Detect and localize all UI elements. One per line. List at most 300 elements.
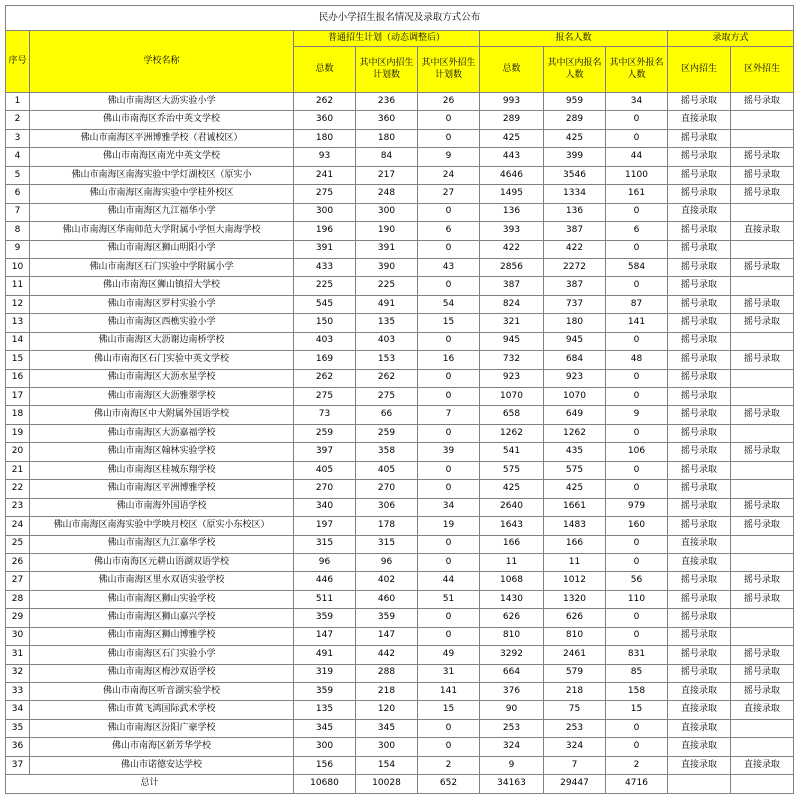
table-row — [6, 627, 794, 645]
admission-out — [731, 332, 794, 350]
applicants-out: 0 — [606, 535, 668, 553]
plan-out: 0 — [418, 719, 480, 737]
plan-in: 391 — [356, 240, 418, 258]
admission-in: 摇号录取 — [668, 222, 731, 240]
admission-in: 摇号录取 — [668, 572, 731, 590]
applicants-out: 0 — [606, 424, 668, 442]
admission-in: 摇号录取 — [668, 406, 731, 424]
school-name: 佛山市南海区里水双语实验学校 — [30, 572, 294, 590]
plan-out: 141 — [418, 683, 480, 701]
admission-in: 摇号录取 — [668, 295, 731, 313]
plan-total: 93 — [294, 148, 356, 166]
admission-out: 摇号录取 — [731, 93, 794, 111]
plan-total: 73 — [294, 406, 356, 424]
plan-total: 259 — [294, 424, 356, 442]
row-seq: 1 — [6, 93, 30, 111]
applicants-out: 110 — [606, 590, 668, 608]
admission-in: 直接录取 — [668, 203, 731, 221]
plan-out: 0 — [418, 240, 480, 258]
plan-total: 345 — [294, 719, 356, 737]
row-seq: 35 — [6, 719, 30, 737]
school-name: 佛山市南海区狮山嘉兴学校 — [30, 609, 294, 627]
applicants-in: 422 — [544, 240, 606, 258]
applicants-in: 945 — [544, 332, 606, 350]
applicants-in: 2461 — [544, 646, 606, 664]
row-seq: 36 — [6, 738, 30, 756]
admission-in: 摇号录取 — [668, 148, 731, 166]
school-name: 佛山市南海区大沥水星学校 — [30, 369, 294, 387]
plan-in: 491 — [356, 295, 418, 313]
school-name: 佛山市南海区新芳华学校 — [30, 738, 294, 756]
admission-in: 摇号录取 — [668, 424, 731, 442]
plan-total: 150 — [294, 314, 356, 332]
row-seq: 14 — [6, 332, 30, 350]
applicants-out: 0 — [606, 609, 668, 627]
row-seq: 8 — [6, 222, 30, 240]
row-seq: 26 — [6, 553, 30, 571]
admission-in: 摇号录取 — [668, 517, 731, 535]
header-applicants-out: 其中区外报名人数 — [606, 47, 668, 93]
applicants-total: 422 — [480, 240, 544, 258]
plan-total: 300 — [294, 203, 356, 221]
school-name: 佛山市南海区南海实验中学映月校区（原实小东校区） — [30, 517, 294, 535]
admission-out — [731, 388, 794, 406]
applicants-out: 831 — [606, 646, 668, 664]
plan-in: 306 — [356, 498, 418, 516]
applicants-total: 1070 — [480, 388, 544, 406]
table-row — [6, 185, 794, 203]
applicants-out: 0 — [606, 277, 668, 295]
applicants-in: 1661 — [544, 498, 606, 516]
plan-out: 7 — [418, 406, 480, 424]
table-row — [6, 424, 794, 442]
applicants-in: 387 — [544, 277, 606, 295]
plan-out: 54 — [418, 295, 480, 313]
plan-total: 275 — [294, 185, 356, 203]
school-name: 佛山市南海区梅沙双语学校 — [30, 664, 294, 682]
table-row — [6, 535, 794, 553]
row-seq: 25 — [6, 535, 30, 553]
header-applicants-group: 报名人数 — [480, 31, 668, 47]
applicants-total: 658 — [480, 406, 544, 424]
table-row — [6, 443, 794, 461]
table-row — [6, 388, 794, 406]
header-plan-in: 其中区内招生计划数 — [356, 47, 418, 93]
applicants-in: 253 — [544, 719, 606, 737]
row-seq: 23 — [6, 498, 30, 516]
applicants-out: 0 — [606, 719, 668, 737]
applicants-total: 11 — [480, 553, 544, 571]
applicants-total: 166 — [480, 535, 544, 553]
row-seq: 7 — [6, 203, 30, 221]
applicants-total: 2856 — [480, 258, 544, 276]
admission-out: 直接录取 — [731, 701, 794, 719]
table-row — [6, 369, 794, 387]
school-name: 佛山市南海区石门实验中学附属小学 — [30, 258, 294, 276]
plan-out: 44 — [418, 572, 480, 590]
table-row — [6, 461, 794, 479]
table-row — [6, 93, 794, 111]
applicants-total: 136 — [480, 203, 544, 221]
row-seq: 12 — [6, 295, 30, 313]
applicants-in: 324 — [544, 738, 606, 756]
admission-out: 摇号录取 — [731, 443, 794, 461]
admission-out — [731, 111, 794, 129]
plan-out: 0 — [418, 332, 480, 350]
applicants-out: 0 — [606, 480, 668, 498]
plan-out: 0 — [418, 480, 480, 498]
row-seq: 30 — [6, 627, 30, 645]
admission-in: 直接录取 — [668, 553, 731, 571]
plan-out: 0 — [418, 388, 480, 406]
applicants-in: 218 — [544, 683, 606, 701]
admission-out: 摇号录取 — [731, 258, 794, 276]
table-row — [6, 683, 794, 701]
applicants-in: 435 — [544, 443, 606, 461]
row-seq: 11 — [6, 277, 30, 295]
row-seq: 16 — [6, 369, 30, 387]
table-row — [6, 738, 794, 756]
plan-out: 0 — [418, 129, 480, 147]
applicants-out: 15 — [606, 701, 668, 719]
plan-total: 545 — [294, 295, 356, 313]
applicants-in: 1012 — [544, 572, 606, 590]
admission-out: 直接录取 — [731, 222, 794, 240]
applicants-out: 56 — [606, 572, 668, 590]
row-seq: 6 — [6, 185, 30, 203]
plan-total: 262 — [294, 369, 356, 387]
table-row — [6, 553, 794, 571]
applicants-total: 1068 — [480, 572, 544, 590]
applicants-in: 399 — [544, 148, 606, 166]
table-row — [6, 646, 794, 664]
header-admission-out: 区外招生 — [731, 47, 794, 93]
plan-total: 270 — [294, 480, 356, 498]
plan-in: 147 — [356, 627, 418, 645]
plan-in: 359 — [356, 609, 418, 627]
admission-in: 直接录取 — [668, 111, 731, 129]
applicants-in: 11 — [544, 553, 606, 571]
header-plan-group: 普通招生计划（动态调整后） — [294, 31, 480, 47]
school-name: 佛山市南海区九江福华小学 — [30, 203, 294, 221]
plan-out: 0 — [418, 609, 480, 627]
table-row — [6, 277, 794, 295]
plan-in: 66 — [356, 406, 418, 424]
applicants-total: 824 — [480, 295, 544, 313]
plan-out: 31 — [418, 664, 480, 682]
row-seq: 3 — [6, 129, 30, 147]
applicants-total: 945 — [480, 332, 544, 350]
applicants-in: 1334 — [544, 185, 606, 203]
admission-out: 摇号录取 — [731, 314, 794, 332]
admission-out — [731, 277, 794, 295]
table-row — [6, 701, 794, 719]
school-name: 佛山市南海区乔治中英文学校 — [30, 111, 294, 129]
header-admission-group: 录取方式 — [668, 31, 794, 47]
applicants-out: 0 — [606, 129, 668, 147]
school-name: 佛山市南海区听音湖实验学校 — [30, 683, 294, 701]
applicants-in: 579 — [544, 664, 606, 682]
row-seq: 10 — [6, 258, 30, 276]
plan-in: 217 — [356, 166, 418, 184]
applicants-in: 626 — [544, 609, 606, 627]
table-row — [6, 295, 794, 313]
totals-applicants-out: 4716 — [606, 775, 668, 794]
header-plan-total: 总数 — [294, 47, 356, 93]
school-name: 佛山市诺德安达学校 — [30, 756, 294, 774]
plan-out: 9 — [418, 148, 480, 166]
plan-in: 360 — [356, 111, 418, 129]
plan-total: 197 — [294, 517, 356, 535]
applicants-total: 1262 — [480, 424, 544, 442]
plan-total: 433 — [294, 258, 356, 276]
table-row — [6, 166, 794, 184]
row-seq: 24 — [6, 517, 30, 535]
header-school-name: 学校名称 — [30, 31, 294, 93]
plan-in: 218 — [356, 683, 418, 701]
applicants-in: 387 — [544, 222, 606, 240]
admission-out — [731, 240, 794, 258]
applicants-total: 4646 — [480, 166, 544, 184]
row-seq: 21 — [6, 461, 30, 479]
admission-out: 直接录取 — [731, 756, 794, 774]
applicants-total: 3292 — [480, 646, 544, 664]
plan-total: 359 — [294, 609, 356, 627]
applicants-total: 575 — [480, 461, 544, 479]
applicants-in: 684 — [544, 351, 606, 369]
school-name: 佛山市南海区西樵实验小学 — [30, 314, 294, 332]
admission-out: 摇号录取 — [731, 166, 794, 184]
plan-in: 270 — [356, 480, 418, 498]
plan-in: 275 — [356, 388, 418, 406]
admission-in: 摇号录取 — [668, 185, 731, 203]
admission-in: 摇号录取 — [668, 332, 731, 350]
applicants-out: 44 — [606, 148, 668, 166]
table-row — [6, 129, 794, 147]
table-row — [6, 111, 794, 129]
admission-in: 摇号录取 — [668, 314, 731, 332]
header-applicants-total: 总数 — [480, 47, 544, 93]
table-row — [6, 719, 794, 737]
plan-total: 319 — [294, 664, 356, 682]
table-row — [6, 609, 794, 627]
table-row — [6, 406, 794, 424]
plan-in: 154 — [356, 756, 418, 774]
plan-out: 51 — [418, 590, 480, 608]
admission-out: 摇号录取 — [731, 664, 794, 682]
plan-total: 96 — [294, 553, 356, 571]
plan-in: 153 — [356, 351, 418, 369]
table-row — [6, 240, 794, 258]
admission-in: 摇号录取 — [668, 166, 731, 184]
plan-in: 390 — [356, 258, 418, 276]
admission-out: 摇号录取 — [731, 351, 794, 369]
school-name: 佛山市南海区南海实验中学桂外校区 — [30, 185, 294, 203]
plan-total: 225 — [294, 277, 356, 295]
row-seq: 29 — [6, 609, 30, 627]
plan-total: 275 — [294, 388, 356, 406]
applicants-out: 979 — [606, 498, 668, 516]
totals-plan-in: 10028 — [356, 775, 418, 794]
plan-out: 0 — [418, 277, 480, 295]
admission-out — [731, 424, 794, 442]
applicants-out: 9 — [606, 406, 668, 424]
school-name: 佛山市南海区平洲博雅学校（君诚校区） — [30, 129, 294, 147]
admission-out — [731, 480, 794, 498]
school-name: 佛山市南海区九江嘉华学校 — [30, 535, 294, 553]
table-title: 民办小学招生报名情况及录取方式公布 — [6, 6, 794, 31]
school-name: 佛山市南海区桂城东翔学校 — [30, 461, 294, 479]
plan-total: 156 — [294, 756, 356, 774]
plan-out: 15 — [418, 701, 480, 719]
admission-out: 摇号录取 — [731, 683, 794, 701]
plan-out: 19 — [418, 517, 480, 535]
plan-out: 0 — [418, 111, 480, 129]
plan-in: 178 — [356, 517, 418, 535]
school-name: 佛山市南海区汾阳广豪学校 — [30, 719, 294, 737]
applicants-total: 923 — [480, 369, 544, 387]
applicants-out: 87 — [606, 295, 668, 313]
admission-in: 直接录取 — [668, 683, 731, 701]
row-seq: 19 — [6, 424, 30, 442]
applicants-in: 289 — [544, 111, 606, 129]
applicants-total: 1643 — [480, 517, 544, 535]
applicants-out: 0 — [606, 553, 668, 571]
admission-in: 直接录取 — [668, 701, 731, 719]
applicants-in: 1070 — [544, 388, 606, 406]
admission-in: 摇号录取 — [668, 351, 731, 369]
applicants-in: 75 — [544, 701, 606, 719]
plan-in: 405 — [356, 461, 418, 479]
plan-in: 262 — [356, 369, 418, 387]
school-name: 佛山市南海外国语学校 — [30, 498, 294, 516]
table-row — [6, 664, 794, 682]
school-name: 佛山市南海区平洲博雅学校 — [30, 480, 294, 498]
admission-in: 摇号录取 — [668, 369, 731, 387]
applicants-in: 575 — [544, 461, 606, 479]
admission-out — [731, 203, 794, 221]
applicants-total: 253 — [480, 719, 544, 737]
admission-out — [731, 738, 794, 756]
applicants-in: 1483 — [544, 517, 606, 535]
plan-in: 402 — [356, 572, 418, 590]
plan-in: 180 — [356, 129, 418, 147]
header-seq: 序号 — [6, 31, 30, 93]
admission-out — [731, 129, 794, 147]
plan-total: 147 — [294, 627, 356, 645]
admission-table — [5, 5, 794, 794]
admission-out: 摇号录取 — [731, 646, 794, 664]
applicants-total: 1430 — [480, 590, 544, 608]
applicants-out: 34 — [606, 93, 668, 111]
plan-total: 491 — [294, 646, 356, 664]
plan-in: 120 — [356, 701, 418, 719]
admission-out: 摇号录取 — [731, 185, 794, 203]
applicants-out: 0 — [606, 111, 668, 129]
admission-out — [731, 369, 794, 387]
applicants-total: 376 — [480, 683, 544, 701]
admission-in: 摇号录取 — [668, 646, 731, 664]
admission-in: 摇号录取 — [668, 129, 731, 147]
totals-row — [6, 775, 794, 794]
plan-out: 49 — [418, 646, 480, 664]
table-row — [6, 222, 794, 240]
school-name: 佛山市南海区中大附属外国语学校 — [30, 406, 294, 424]
admission-out — [731, 553, 794, 571]
applicants-in: 1320 — [544, 590, 606, 608]
admission-in: 直接录取 — [668, 756, 731, 774]
applicants-out: 0 — [606, 240, 668, 258]
table-row — [6, 480, 794, 498]
applicants-out: 106 — [606, 443, 668, 461]
row-seq: 31 — [6, 646, 30, 664]
plan-out: 26 — [418, 93, 480, 111]
admission-out: 摇号录取 — [731, 498, 794, 516]
plan-in: 300 — [356, 203, 418, 221]
table-row — [6, 572, 794, 590]
plan-total: 135 — [294, 701, 356, 719]
school-name: 佛山市南海区狮山实验学校 — [30, 590, 294, 608]
school-name: 佛山市南海区翰林实验学校 — [30, 443, 294, 461]
school-name: 佛山市南海区石门实验小学 — [30, 646, 294, 664]
admission-in: 摇号录取 — [668, 480, 731, 498]
plan-total: 405 — [294, 461, 356, 479]
admission-in: 摇号录取 — [668, 240, 731, 258]
header-plan-out: 其中区外招生计划数 — [418, 47, 480, 93]
plan-total: 262 — [294, 93, 356, 111]
applicants-out: 48 — [606, 351, 668, 369]
plan-in: 236 — [356, 93, 418, 111]
plan-in: 442 — [356, 646, 418, 664]
applicants-in: 7 — [544, 756, 606, 774]
row-seq: 13 — [6, 314, 30, 332]
applicants-total: 664 — [480, 664, 544, 682]
plan-total: 391 — [294, 240, 356, 258]
applicants-in: 180 — [544, 314, 606, 332]
applicants-out: 161 — [606, 185, 668, 203]
table-row — [6, 351, 794, 369]
plan-out: 0 — [418, 553, 480, 571]
plan-total: 511 — [294, 590, 356, 608]
plan-in: 84 — [356, 148, 418, 166]
plan-in: 248 — [356, 185, 418, 203]
applicants-total: 425 — [480, 480, 544, 498]
applicants-in: 425 — [544, 129, 606, 147]
plan-in: 135 — [356, 314, 418, 332]
plan-out: 2 — [418, 756, 480, 774]
table-row — [6, 332, 794, 350]
applicants-out: 0 — [606, 461, 668, 479]
applicants-out: 0 — [606, 332, 668, 350]
plan-in: 300 — [356, 738, 418, 756]
table-row — [6, 756, 794, 774]
applicants-total: 324 — [480, 738, 544, 756]
totals-plan-total: 10680 — [294, 775, 356, 794]
school-name: 佛山市南海区南海实验中学灯湖校区（原实小 — [30, 166, 294, 184]
row-seq: 20 — [6, 443, 30, 461]
admission-in: 直接录取 — [668, 719, 731, 737]
applicants-total: 732 — [480, 351, 544, 369]
school-name: 佛山市南海区华南师范大学附属小学恒大南海学校 — [30, 222, 294, 240]
row-seq: 33 — [6, 683, 30, 701]
applicants-in: 959 — [544, 93, 606, 111]
applicants-in: 649 — [544, 406, 606, 424]
admission-in: 摇号录取 — [668, 664, 731, 682]
school-name: 佛山市黄飞鸿国际武术学校 — [30, 701, 294, 719]
applicants-total: 9 — [480, 756, 544, 774]
school-name: 佛山市南海区大沥嘉福学校 — [30, 424, 294, 442]
totals-plan-out: 652 — [418, 775, 480, 794]
